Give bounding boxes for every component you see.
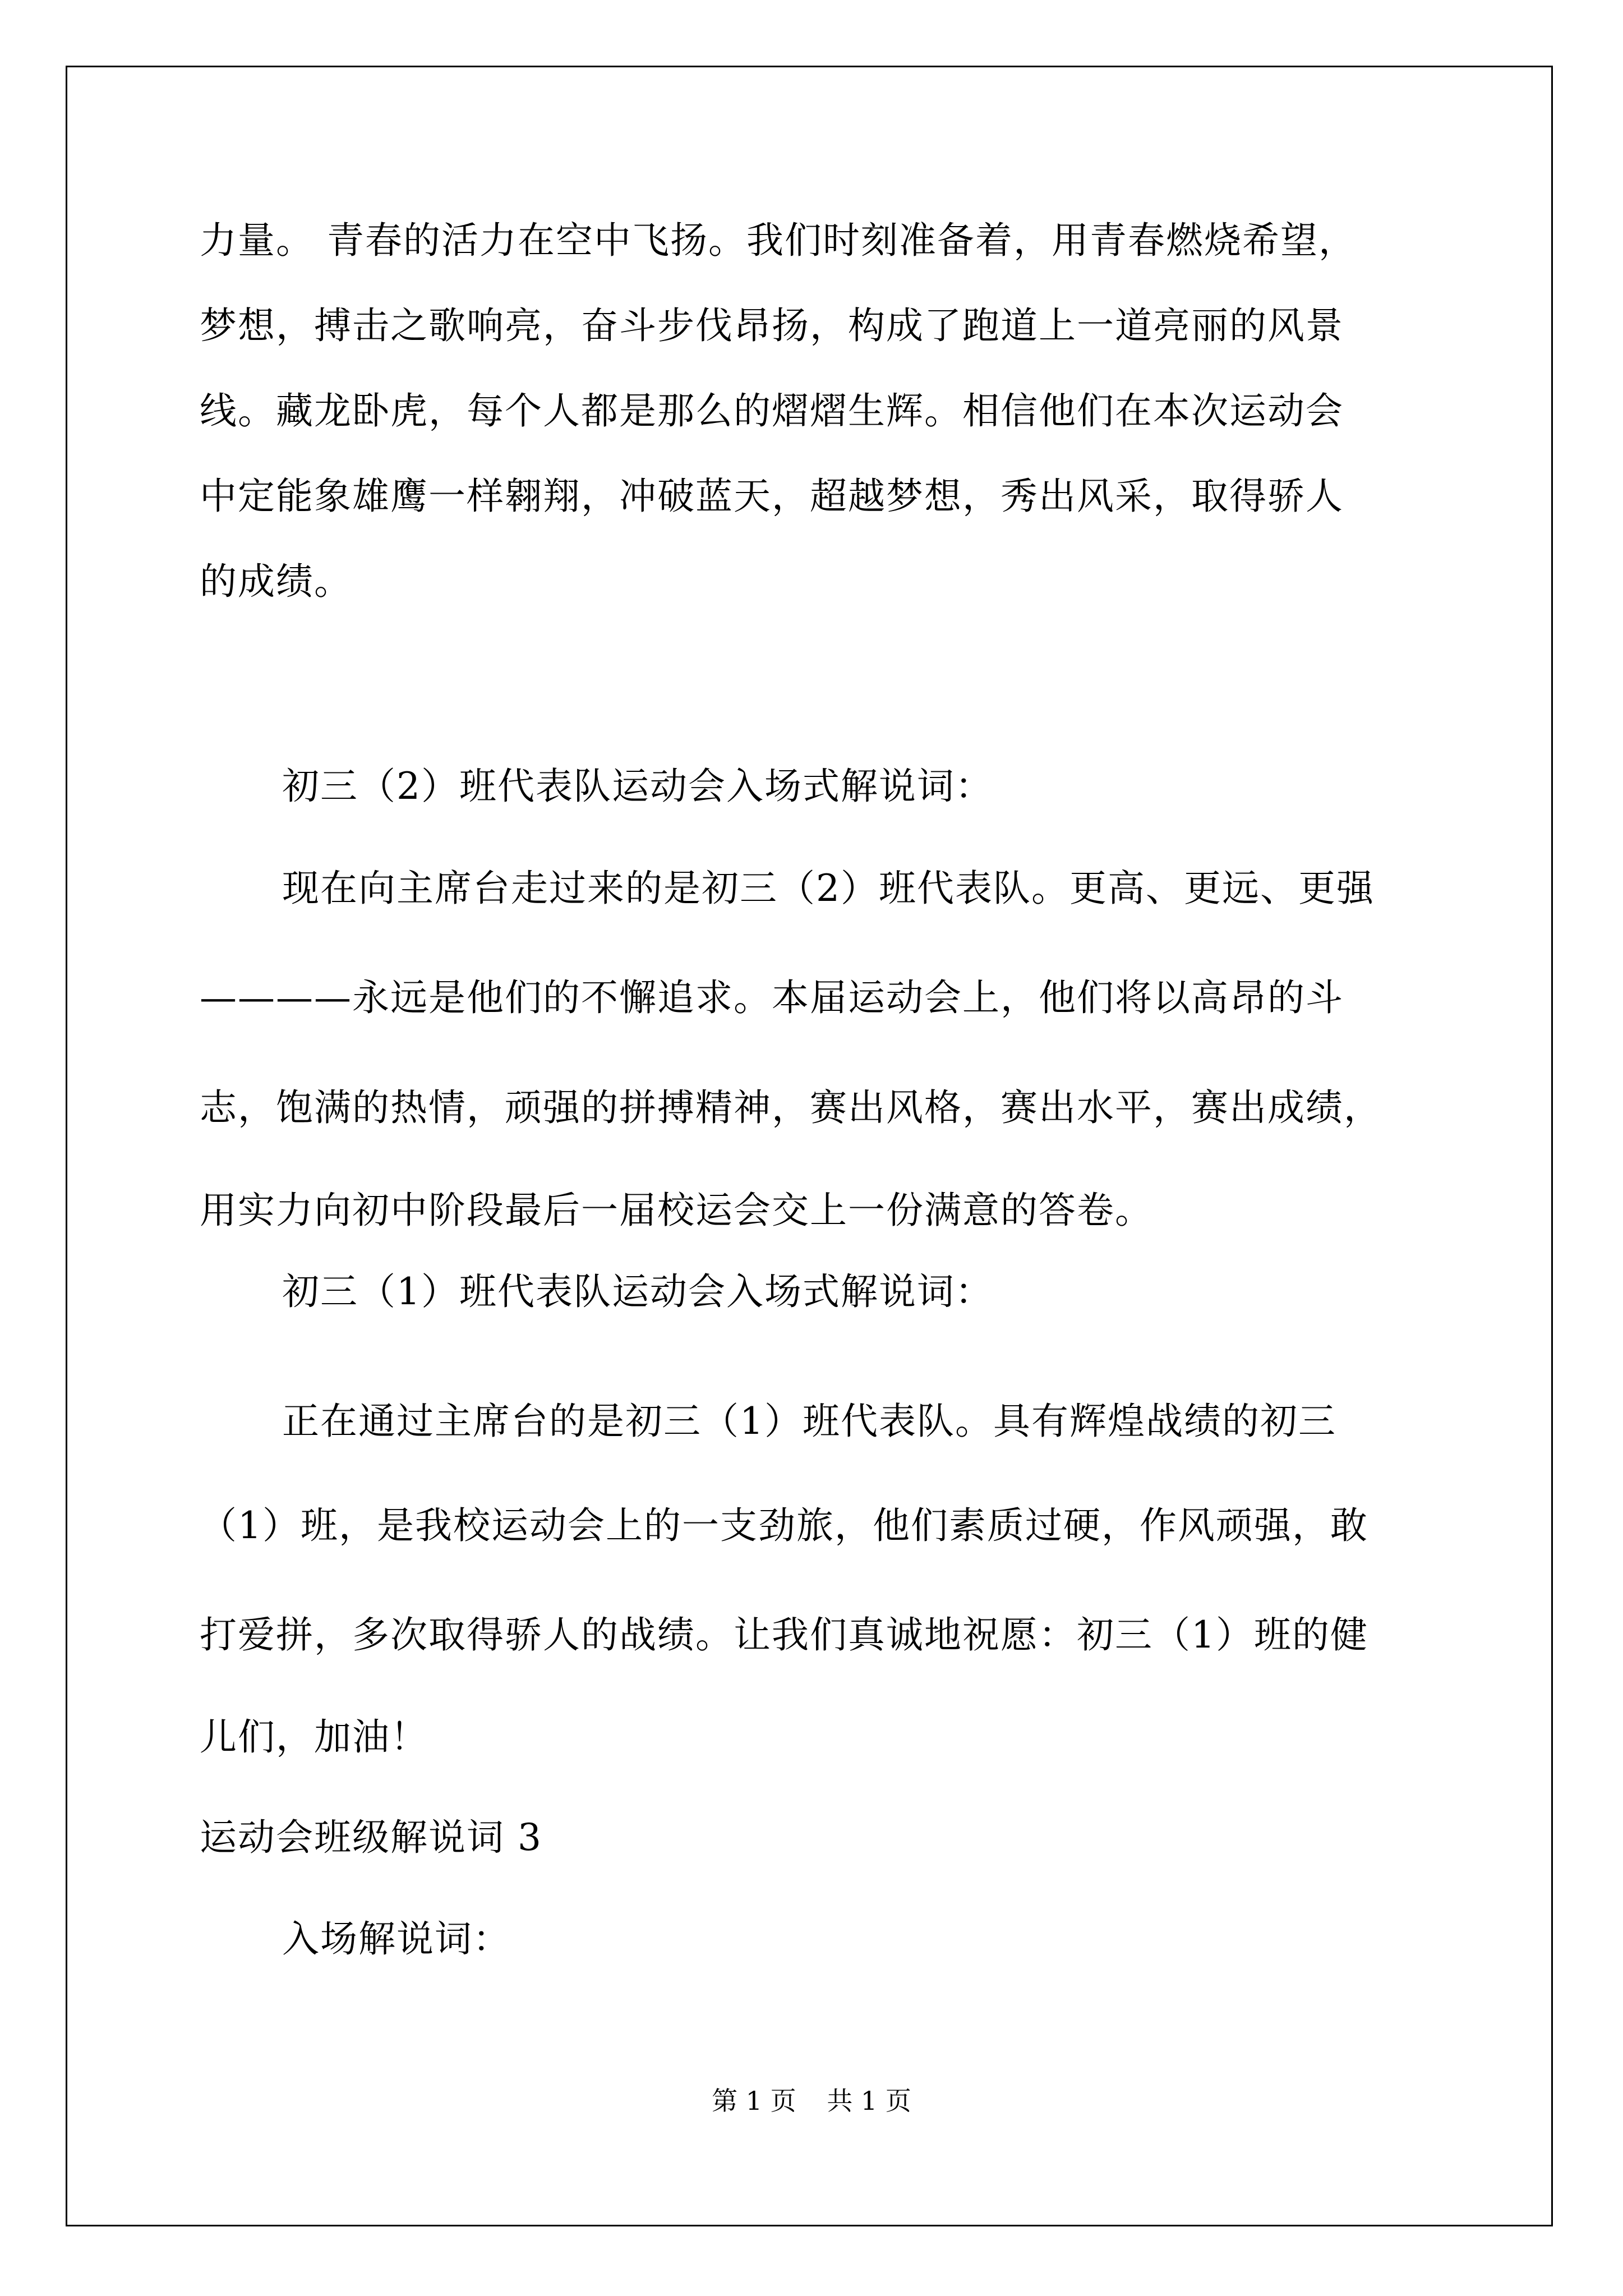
body-text-line: 力量。 青春的活力在空中飞扬。我们时刻准备着，用青春燃烧希望，	[200, 219, 1357, 262]
body-text-line: 打爱拼，多次取得骄人的战绩。让我们真诚地祝愿：初三（1）班的健	[200, 1613, 1368, 1657]
body-text-line: 线。藏龙卧虎，每个人都是那么的熠熠生辉。相信他们在本次运动会	[200, 389, 1344, 432]
body-text-line: 中定能象雄鹰一样翱翔，冲破蓝天，超越梦想，秀出风采，取得骄人	[200, 475, 1344, 518]
body-text-line: 正在通过主席台的是初三（1）班代表队。具有辉煌战绩的初三	[282, 1400, 1336, 1443]
body-text-line: 志，饱满的热情，顽强的拼搏精神，赛出风格，赛出水平，赛出成绩，	[200, 1086, 1382, 1129]
section-heading: 初三（2）班代表队运动会入场式解说词：	[282, 765, 993, 808]
article-title: 运动会班级解说词 3	[200, 1816, 542, 1859]
section-heading: 初三（1）班代表队运动会入场式解说词：	[282, 1270, 993, 1313]
page-footer	[0, 2084, 1623, 2118]
body-text-line: ————永远是他们的不懈追求。本届运动会上，他们将以高昂的斗	[200, 976, 1344, 1019]
page-number: 第 1 页	[712, 2086, 796, 2116]
total-pages: 共 1 页	[827, 2086, 911, 2116]
body-text-line: 现在向主席台走过来的是初三（2）班代表队。更高、更远、更强	[282, 867, 1375, 910]
body-text-line: （1）班，是我校运动会上的一支劲旅，他们素质过硬，作风顽强，敢	[200, 1504, 1368, 1547]
body-text-line: 用实力向初中阶段最后一届校运会交上一份满意的答卷。	[200, 1189, 1153, 1232]
section-heading: 入场解说词：	[282, 1917, 511, 1961]
body-text-line: 梦想，搏击之歌响亮，奋斗步伐昂扬，构成了跑道上一道亮丽的风景	[200, 304, 1344, 347]
body-text-line: 的成绩。	[200, 560, 352, 603]
body-text-line: 儿们，加油！	[200, 1715, 428, 1759]
